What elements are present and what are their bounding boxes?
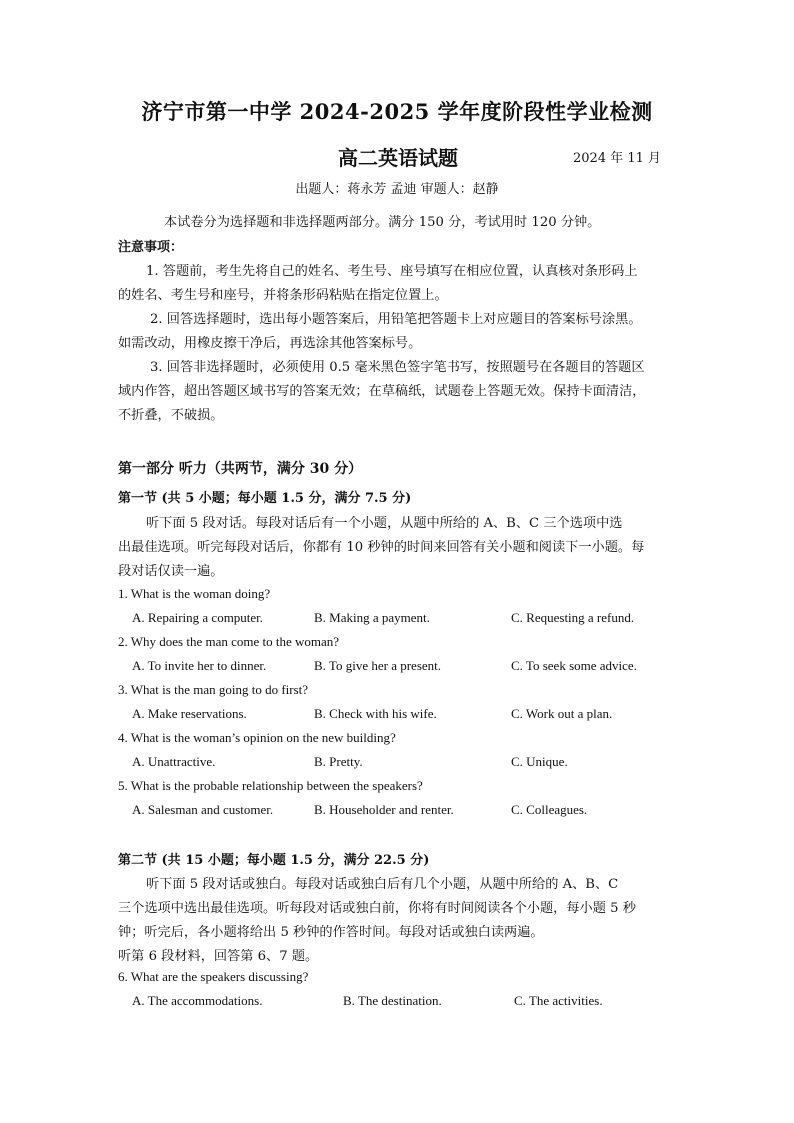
- notice-item-3-line-2: 域内作答，超出答题区域书写的答案无效；在草稿纸，试题卷上答题无效。保持卡面清洁，: [118, 384, 646, 399]
- exam-date: 2024 年 11 月: [573, 151, 662, 166]
- section1-heading: 第一节 (共 5 小题；每小题 1.5 分，满分 7.5 分): [118, 491, 412, 506]
- material-6-note: 听第 6 段材料，回答第 6、7 题。: [118, 949, 319, 964]
- intro-text: 本试卷分为选择题和非选择题两部分。满分 150 分，考试用时 120 分钟。: [164, 215, 601, 230]
- question-2-option-b: B. To give her a present.: [314, 658, 442, 673]
- question-6-option-c: C. The activities.: [514, 993, 603, 1008]
- question-2-option-a: A. To invite her to dinner.: [132, 658, 267, 673]
- notice-item-1-line-1: 1. 答题前，考生先将自己的姓名、考生号、座号填写在相应位置，认真核对条形码上: [146, 264, 638, 279]
- question-4-option-a: A. Unattractive.: [132, 754, 216, 769]
- section2-instructions-line-2: 三个选项中选出最佳选项。听每段对话或独白前，你将有时间阅读各个小题，每小题 5 秒: [118, 901, 636, 916]
- exam-subtitle: 高二英语试题: [338, 146, 458, 170]
- notice-item-2-line-2: 如需改动，用橡皮擦干净后，再选涂其他答案标号。: [118, 336, 422, 351]
- question-5-option-c: C. Colleagues.: [511, 802, 588, 817]
- exam-title: 济宁市第一中学 2024-2025 学年度阶段性学业检测: [141, 99, 653, 124]
- question-5-option-b: B. Householder and renter.: [314, 802, 454, 817]
- question-6: 6. What are the speakers discussing?: [118, 969, 309, 984]
- question-2-option-c: C. To seek some advice.: [511, 658, 637, 673]
- question-3-option-b: B. Check with his wife.: [314, 706, 437, 721]
- question-1-option-b: B. Making a payment.: [314, 610, 430, 625]
- notice-item-3-line-3: 不折叠，不破损。: [118, 408, 224, 423]
- question-4-option-b: B. Pretty.: [314, 754, 363, 769]
- question-6-option-a: A. The accommodations.: [132, 993, 263, 1008]
- notice-item-2-line-1: 2. 回答选择题时，选出每小题答案后，用铅笔把答题卡上对应题目的答案标号涂黑。: [150, 312, 642, 327]
- exam-authors: 出题人：蒋永芳 孟迪 审题人：赵静: [295, 182, 499, 197]
- question-1-option-c: C. Requesting a refund.: [511, 610, 635, 625]
- question-6-option-b: B. The destination.: [343, 993, 442, 1008]
- notice-item-3-line-1: 3. 回答非选择题时，必须使用 0.5 毫米黑色签字笔书写，按照题号在各题目的答题区: [150, 360, 645, 375]
- section2-heading: 第二节 (共 15 小题；每小题 1.5 分，满分 22.5 分): [118, 853, 430, 868]
- notice-item-1-line-2: 的姓名、考生号和座号，并将条形码粘贴在指定位置上。: [118, 288, 448, 303]
- question-4-option-c: C. Unique.: [511, 754, 568, 769]
- section2-instructions-line-1: 听下面 5 段对话或独白。每段对话或独白后有几个小题，从题中所给的 A、B、C: [146, 877, 619, 892]
- question-1-option-a: A. Repairing a computer.: [132, 610, 264, 625]
- question-4: 4. What is the woman’s opinion on the new building?: [118, 730, 396, 745]
- part1-heading: 第一部分 听力（共两节，满分 30 分）: [118, 461, 363, 477]
- question-3-option-c: C. Work out a plan.: [511, 706, 613, 721]
- question-1: 1. What is the woman doing?: [118, 586, 271, 601]
- question-2: 2. Why does the man come to the woman?: [118, 634, 340, 649]
- section1-instructions-line-1: 听下面 5 段对话。每段对话后有一个小题，从题中所给的 A、B、C 三个选项中选: [146, 516, 623, 531]
- question-5-option-a: A. Salesman and customer.: [132, 802, 274, 817]
- question-3: 3. What is the man going to do first?: [118, 682, 309, 697]
- question-5: 5. What is the probable relationship between the speakers?: [118, 778, 423, 793]
- question-3-option-a: A. Make reservations.: [132, 706, 247, 721]
- section1-instructions-line-3: 段对话仅读一遍。: [118, 564, 224, 579]
- section2-instructions-line-3: 钟；听完后，各小题将给出 5 秒钟的作答时间。每段对话或独白读两遍。: [118, 925, 544, 940]
- notice-heading: 注意事项：: [118, 240, 184, 255]
- section1-instructions-line-2: 出最佳选项。听完每段对话后，你都有 10 秒钟的时间来回答有关小题和阅读下一小题。每: [118, 540, 645, 555]
